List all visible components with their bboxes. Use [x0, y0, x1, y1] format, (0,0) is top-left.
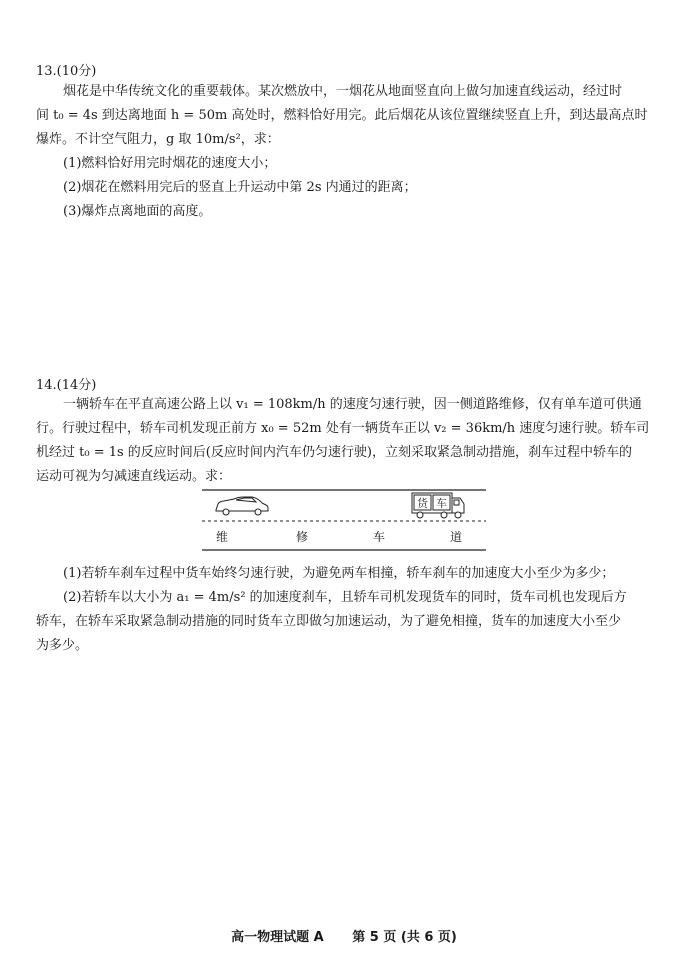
q13-line-1: 烟花是中华传统文化的重要载体。某次燃放中，一烟花从地面竖直向上做匀加速直线运动，经过时 [63, 84, 623, 99]
q14-part-2: (2)若轿车以大小为 a₁ = 4m/s² 的加速度刹车，且轿车司机发现货车的同时，货车司机也发现后方 [63, 590, 627, 605]
footer-title: 高一物理试题 A [231, 930, 324, 945]
page-footer [0, 926, 688, 945]
truck-sign-2: 车 [436, 497, 447, 510]
road-figure [202, 487, 486, 553]
lane-label-2: 修 [296, 530, 309, 544]
q14-part-1: (1)若轿车刹车过程中货车始终匀速行驶，为避免两车相撞，轿车刹车的加速度大小至少为多少； [63, 566, 615, 581]
q14-part-2-line-2: 轿车，在轿车采取紧急制动措施的同时货车立即做匀加速运动，为了避免相撞，货车的加速度大小至少 [36, 614, 622, 629]
q13-line-3: 爆炸。不计空气阻力，g 取 10m/s²，求： [36, 132, 280, 147]
lane-label-1: 维 [216, 530, 229, 544]
q13-heading: 13.(10分) [36, 64, 97, 79]
road-diagram [202, 487, 486, 553]
q14-part-2-line-3: 为多少。 [36, 638, 89, 653]
q13-part-3: (3)爆炸点离地面的高度。 [63, 204, 212, 219]
q14-line-3: 机经过 t₀ = 1s 的反应时间后(反应时间内汽车仍匀速行驶)，立刻采取紧急制动措施，刹车过程中轿车的 [36, 445, 632, 460]
q13-line-2: 间 t₀ = 4s 到达离地面 h = 50m 高处时，燃料恰好用完。此后烟花从该位置继续竖直上升，到达最高点时 [36, 108, 648, 123]
car-icon [216, 497, 268, 515]
q14-stem [36, 393, 656, 489]
q13-part-1: (1)燃料恰好用完时烟花的速度大小； [63, 156, 277, 171]
q13-stem [36, 80, 656, 152]
q14-part-2-cont [36, 610, 656, 658]
lane-label-4: 道 [450, 530, 463, 544]
q14-line-2: 行。行驶过程中，轿车司机发现正前方 x₀ = 52m 处有一辆货车正以 v₂ = 36km/h 速度匀速行驶。轿车司 [36, 421, 650, 436]
q14-line-1: 一辆轿车在平直高速公路上以 v₁ = 108km/h 的速度匀速行驶，因一侧道路维修，仅有单车道可供通 [63, 397, 642, 412]
q14-line-4: 运动可视为匀减速直线运动。求： [36, 469, 232, 484]
q13-part-2: (2)烟花在燃料用完后的竖直上升运动中第 2s 内通过的距离； [63, 180, 417, 195]
q14-heading: 14.(14分) [36, 378, 97, 393]
truck-sign-1: 货 [417, 497, 428, 510]
lane-label-3: 车 [373, 530, 386, 544]
footer-page-number: 第 5 页 (共 6 页) [352, 930, 457, 945]
